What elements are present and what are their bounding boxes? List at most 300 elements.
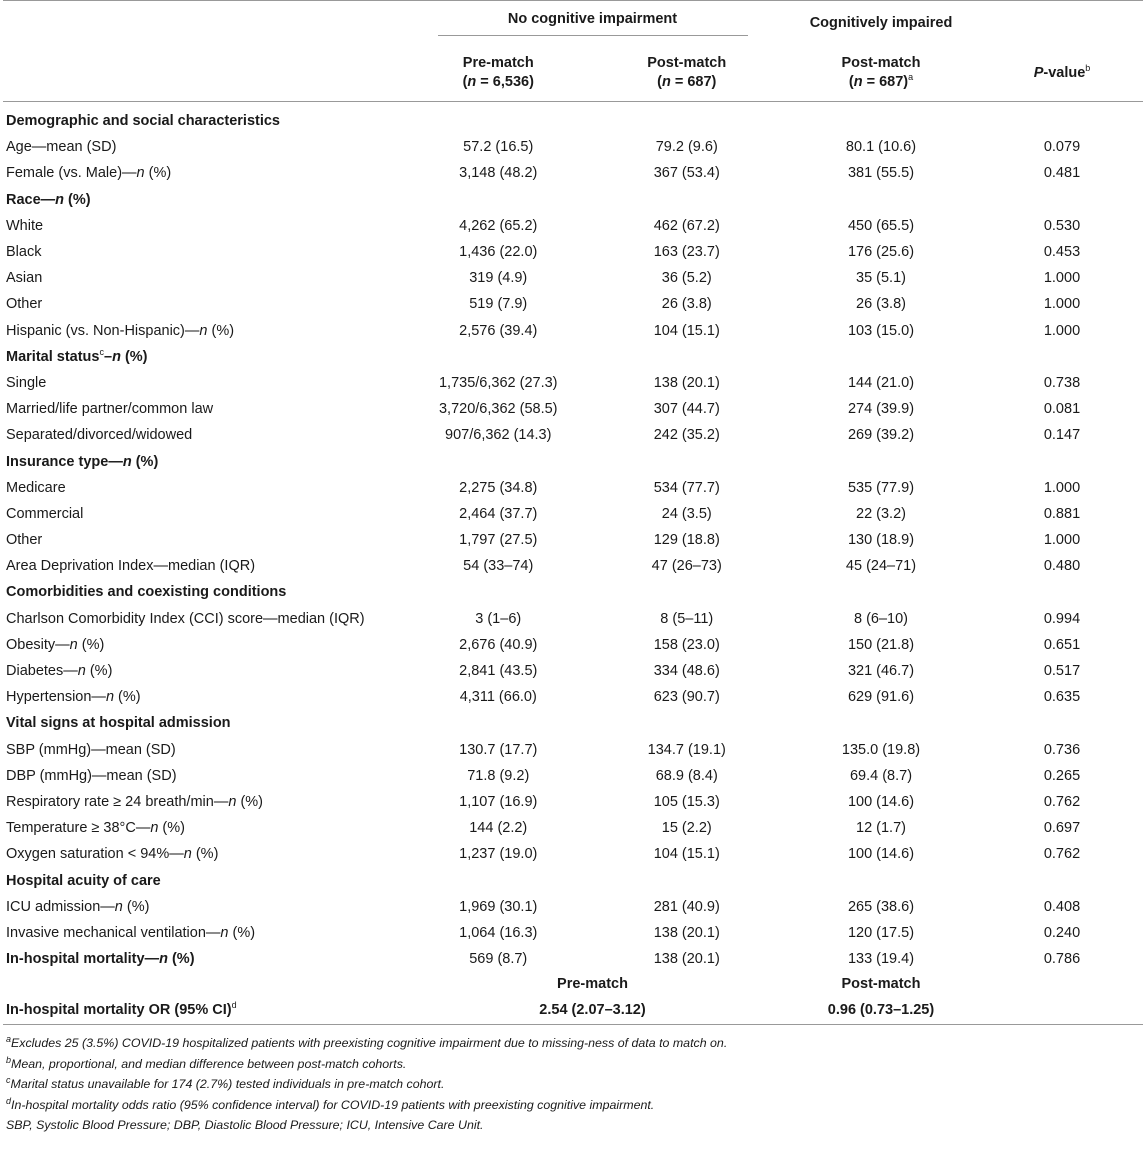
row-label <box>3 370 404 396</box>
value-cognitively-impaired: 45 (24–71) <box>845 558 917 575</box>
row-label-italic: n <box>150 820 159 837</box>
value-post-match: 534 (77.7) <box>653 479 720 496</box>
value-pre-match: 4,311 (66.0) <box>459 689 537 706</box>
table-row <box>3 370 1143 396</box>
row-label-text: Obesity— <box>6 636 70 653</box>
header-group-no-impairment <box>404 1 781 46</box>
value-cognitively-impaired: 629 (91.6) <box>847 689 915 706</box>
table-row <box>3 160 1143 186</box>
value-pre-match: 3,148 (48.2) <box>459 165 538 182</box>
value-pre-match: 1,969 (30.1) <box>459 898 538 915</box>
value-cognitively-impaired: 150 (21.8) <box>847 636 915 653</box>
value-cognitively-impaired <box>781 108 981 134</box>
value-p: 1.000 <box>1043 532 1081 549</box>
row-label <box>3 134 404 160</box>
value-cognitively-impaired: 176 (25.6) <box>847 244 915 261</box>
value-p: 0.517 <box>1043 663 1081 680</box>
value-pre-match <box>404 579 593 605</box>
table-row <box>3 553 1143 579</box>
section-row <box>3 946 1143 972</box>
row-label-text: Single <box>6 374 47 391</box>
row-label <box>3 658 404 684</box>
value-p: 0.736 <box>1043 741 1081 758</box>
value-post-match: 242 (35.2) <box>653 427 720 444</box>
value-p: 0.480 <box>1043 558 1081 575</box>
value-pre-match <box>404 448 593 474</box>
table-body <box>3 108 1143 972</box>
row-label-text: SBP (mmHg)—mean (SD) <box>6 741 176 758</box>
row-label <box>3 841 404 867</box>
row-label <box>3 920 404 946</box>
section-label <box>3 579 404 605</box>
section-row <box>3 579 1143 605</box>
value-pre-match: 1,107 (16.9) <box>459 793 538 810</box>
table-row <box>3 606 1143 632</box>
value-cognitively-impaired: 535 (77.9) <box>847 479 915 496</box>
section-row <box>3 710 1143 736</box>
section-label <box>3 946 404 972</box>
value-cognitively-impaired <box>781 710 981 736</box>
value-p <box>981 344 1143 370</box>
value-post-match: 68.9 (8.4) <box>655 767 718 784</box>
n-ci-sup: a <box>908 72 914 83</box>
value-p: 0.079 <box>1043 139 1081 156</box>
value-p: 0.481 <box>1043 165 1081 182</box>
group-no-label: No cognitive impairment <box>507 10 678 27</box>
value-p: 0.147 <box>1043 427 1081 444</box>
value-post-match: 104 (15.1) <box>653 322 720 339</box>
row-label-italic: n <box>122 453 132 470</box>
footnote <box>6 1095 1145 1116</box>
value-pre-match <box>404 344 593 370</box>
row-label <box>3 318 404 344</box>
row-label-text: Demographic and social characteristics <box>6 113 280 130</box>
or-header-row <box>3 972 1143 996</box>
value-post-match: 26 (3.8) <box>661 296 712 313</box>
value-pre-match <box>404 710 593 736</box>
value-pre-match: 319 (4.9) <box>469 270 528 287</box>
value-post-match <box>593 187 782 213</box>
value-pre-match: 519 (7.9) <box>469 296 528 313</box>
or-post-label: Post-match <box>841 976 921 993</box>
value-cognitively-impaired: 450 (65.5) <box>847 217 915 234</box>
value-pre-match: 2,576 (39.4) <box>459 322 538 339</box>
row-label-suffix: (%) <box>158 820 185 837</box>
value-post-match: 36 (5.2) <box>661 270 712 287</box>
col-ci-post-match-label: Post-match <box>841 55 921 71</box>
value-p <box>981 448 1143 474</box>
row-label <box>3 239 404 265</box>
row-label-suffix: (%) <box>236 793 264 810</box>
row-label-italic: n <box>55 191 65 208</box>
value-p: 1.000 <box>1043 270 1081 287</box>
value-pre-match: 2,464 (37.7) <box>459 505 538 522</box>
value-post-match: 367 (53.4) <box>653 165 720 182</box>
value-pre-match: 907/6,362 (14.3) <box>445 427 552 444</box>
row-label-text: Marital status <box>6 348 100 365</box>
or-pre-value: 2.54 (2.07–3.12) <box>539 1002 646 1019</box>
footnotes <box>6 1033 1145 1136</box>
value-p: 0.240 <box>1043 924 1081 941</box>
n-post: 687 <box>687 74 712 90</box>
row-label-italic: n <box>77 663 86 680</box>
value-cognitively-impaired: 80.1 (10.6) <box>845 139 917 156</box>
value-p: 0.081 <box>1043 401 1081 418</box>
value-post-match: 134.7 (19.1) <box>647 741 726 758</box>
value-post-match: 623 (90.7) <box>653 689 720 706</box>
value-p: 0.738 <box>1043 374 1081 391</box>
row-label-italic: n <box>199 322 208 339</box>
header-group-row <box>3 1 1143 46</box>
section-label <box>3 108 404 134</box>
row-label-text: Temperature ≥ 38°C— <box>6 820 151 837</box>
value-post-match: 334 (48.6) <box>653 663 720 680</box>
section-row <box>3 448 1143 474</box>
value-p: 0.651 <box>1043 636 1081 653</box>
value-post-match: 105 (15.3) <box>653 793 720 810</box>
row-label-text: White <box>6 217 44 234</box>
row-label-suffix: (%) <box>228 924 256 941</box>
value-cognitively-impaired <box>781 867 981 893</box>
row-label-italic: n <box>159 951 168 968</box>
value-post-match <box>593 710 782 736</box>
footnote-marker: d <box>6 1095 12 1106</box>
row-label-text: Charlson Comorbidity Index (CCI) score—median (IQR) <box>6 610 365 627</box>
value-p <box>981 579 1143 605</box>
row-label-italic: n <box>183 846 192 863</box>
value-cognitively-impaired: 269 (39.2) <box>847 427 915 444</box>
value-post-match: 104 (15.1) <box>653 846 720 863</box>
row-label-text: Hypertension— <box>6 689 106 706</box>
row-label <box>3 894 404 920</box>
value-post-match <box>593 344 782 370</box>
table-row <box>3 501 1143 527</box>
pvalue-label: -value <box>1043 64 1086 81</box>
row-label-text: Diabetes— <box>6 663 78 680</box>
value-pre-match: 54 (33–74) <box>463 558 534 575</box>
value-cognitively-impaired: 133 (19.4) <box>847 951 915 968</box>
row-label <box>3 160 404 186</box>
col-pre-match: Pre-match (n = 6,536) <box>462 55 534 90</box>
value-p: 0.786 <box>1043 951 1081 968</box>
section-label <box>3 187 404 213</box>
value-p <box>981 710 1143 736</box>
row-label <box>3 422 404 448</box>
value-cognitively-impaired <box>781 579 981 605</box>
value-cognitively-impaired: 100 (14.6) <box>847 846 915 863</box>
row-label-text: Race— <box>6 191 56 208</box>
value-post-match <box>593 448 782 474</box>
value-pre-match: 2,676 (40.9) <box>459 636 538 653</box>
value-post-match: 129 (18.8) <box>653 532 720 549</box>
table-row <box>3 291 1143 317</box>
row-label-text: Comorbidities and coexisting conditions <box>6 584 287 601</box>
value-pre-match <box>404 108 593 134</box>
or-row-label <box>3 996 404 1025</box>
row-label <box>3 501 404 527</box>
row-label-text: ICU admission— <box>6 898 115 915</box>
value-cognitively-impaired: 35 (5.1) <box>856 270 906 287</box>
row-label-text: DBP (mmHg)—mean (SD) <box>6 767 177 784</box>
value-p: 0.762 <box>1043 793 1081 810</box>
value-p <box>981 867 1143 893</box>
value-pre-match: 2,841 (43.5) <box>459 663 538 680</box>
table-row <box>3 894 1143 920</box>
table-row <box>3 841 1143 867</box>
value-p: 0.994 <box>1043 610 1081 627</box>
section-row <box>3 108 1143 134</box>
row-label-text: Hispanic (vs. Non-Hispanic)— <box>6 322 200 339</box>
row-label <box>3 553 404 579</box>
table-row <box>3 658 1143 684</box>
footnote <box>6 1115 1145 1136</box>
row-label-text: Invasive mechanical ventilation— <box>6 924 221 941</box>
row-label-text: Oxygen saturation < 94%— <box>6 846 184 863</box>
section-row <box>3 344 1143 370</box>
footnote-marker: b <box>6 1054 12 1065</box>
row-label <box>3 265 404 291</box>
table-row <box>3 632 1143 658</box>
value-cognitively-impaired: 265 (38.6) <box>847 898 915 915</box>
col-ci-post-match: Post-match (n = 687)$^a$ <box>841 55 921 90</box>
value-post-match: 15 (2.2) <box>661 820 712 837</box>
row-label-suffix: (%) <box>122 898 150 915</box>
table-row <box>3 422 1143 448</box>
value-post-match: 138 (20.1) <box>653 924 720 941</box>
value-pre-match: 569 (8.7) <box>469 951 528 968</box>
row-label <box>3 632 404 658</box>
value-p <box>981 108 1143 134</box>
or-pre-label: Pre-match <box>557 976 628 993</box>
footnote-text: In-hospital mortality odds ratio (95% confidence interval) for COVID-19 patients with preexisting cognitive impairment. <box>11 1097 655 1112</box>
or-row <box>3 996 1143 1025</box>
footnote-text: Mean, proportional, and median difference between post-match cohorts. <box>11 1056 407 1071</box>
value-pre-match: 71.8 (9.2) <box>467 767 530 784</box>
table-row <box>3 737 1143 763</box>
value-cognitively-impaired: 321 (46.7) <box>847 663 915 680</box>
row-label-text: Separated/divorced/widowed <box>6 427 193 444</box>
value-post-match: 138 (20.1) <box>653 374 720 391</box>
value-cognitively-impaired: 120 (17.5) <box>847 924 915 941</box>
value-post-match <box>593 108 782 134</box>
row-label-text: Age—mean (SD) <box>6 139 117 156</box>
row-label <box>3 396 404 422</box>
n-pre: 6,536 <box>492 74 530 90</box>
row-label-italic: n <box>114 898 123 915</box>
value-p: 0.453 <box>1043 244 1081 261</box>
or-label-text: In-hospital mortality OR (95% CI) <box>6 1002 232 1019</box>
row-label-text: Area Deprivation Index—median (IQR) <box>6 558 256 575</box>
col-pvalue: P-value$^b$ <box>1033 62 1091 81</box>
n-ci: 687 <box>879 74 904 90</box>
group-ci-label: Cognitively impaired <box>809 15 953 31</box>
table-row <box>3 684 1143 710</box>
row-label-italic: n <box>136 165 145 182</box>
value-cognitively-impaired <box>781 448 981 474</box>
value-cognitively-impaired: 144 (21.0) <box>847 374 915 391</box>
row-label <box>3 737 404 763</box>
value-p: 0.408 <box>1043 898 1081 915</box>
value-pre-match: 130.7 (17.7) <box>459 741 538 758</box>
section-label <box>3 448 404 474</box>
value-post-match: 163 (23.7) <box>653 244 720 261</box>
value-pre-match <box>404 867 593 893</box>
table-row <box>3 134 1143 160</box>
value-post-match: 79.2 (9.6) <box>655 139 718 156</box>
value-post-match <box>593 579 782 605</box>
value-pre-match <box>404 187 593 213</box>
table-row <box>3 763 1143 789</box>
row-label-text: Married/life partner/common law <box>6 401 214 418</box>
value-cognitively-impaired: 130 (18.9) <box>847 532 915 549</box>
value-p: 0.881 <box>1043 505 1081 522</box>
value-pre-match: 4,262 (65.2) <box>459 217 538 234</box>
footnote-marker: a <box>6 1034 12 1045</box>
row-label-text: Asian <box>6 270 43 287</box>
value-post-match: 138 (20.1) <box>653 951 720 968</box>
value-cognitively-impaired: 135.0 (19.8) <box>841 741 921 758</box>
value-pre-match: 3 (1–6) <box>475 610 522 627</box>
row-label-text: Medicare <box>6 479 66 496</box>
value-post-match: 8 (5–11) <box>660 610 714 627</box>
or-label-sup: d <box>231 1000 237 1011</box>
value-cognitively-impaired: 22 (3.2) <box>856 505 906 522</box>
row-label <box>3 527 404 553</box>
row-label-text: Hospital acuity of care <box>6 872 161 889</box>
row-label-suffix: (%) <box>207 322 235 339</box>
row-label-text: Other <box>6 532 43 549</box>
baseline-characteristics-table <box>3 0 1143 1025</box>
row-label-dash: – <box>103 348 113 365</box>
value-cognitively-impaired <box>781 187 981 213</box>
row-label-suffix: (%) <box>114 689 141 706</box>
value-pre-match: 1,064 (16.3) <box>459 924 538 941</box>
row-label <box>3 684 404 710</box>
value-post-match: 307 (44.7) <box>653 401 720 418</box>
value-cognitively-impaired: 103 (15.0) <box>847 322 915 339</box>
row-label-text: Commercial <box>6 505 84 522</box>
value-p: 1.000 <box>1043 322 1081 339</box>
row-label <box>3 475 404 501</box>
table-row <box>3 213 1143 239</box>
table-row <box>3 239 1143 265</box>
table-row <box>3 396 1143 422</box>
row-label-suffix: (%) <box>131 453 159 470</box>
value-pre-match: 1,797 (27.5) <box>459 532 538 549</box>
row-label-suffix: (%) <box>191 846 219 863</box>
row-label-suffix: (%) <box>144 165 172 182</box>
section-label <box>3 710 404 736</box>
footnote-marker: c <box>6 1075 11 1086</box>
value-pre-match: 1,436 (22.0) <box>459 244 538 261</box>
value-cognitively-impaired: 26 (3.8) <box>856 296 906 313</box>
value-post-match: 281 (40.9) <box>653 898 720 915</box>
row-label-text: In-hospital mortality— <box>6 951 160 968</box>
section-row <box>3 867 1143 893</box>
col-post-match: Post-match (n = 687) <box>647 55 727 90</box>
row-label-suffix: (%) <box>120 348 148 365</box>
footnote <box>6 1033 1145 1054</box>
row-label-suffix: (%) <box>85 663 113 680</box>
row-label <box>3 763 404 789</box>
value-p: 1.000 <box>1043 296 1081 313</box>
header-column-row <box>3 45 1143 102</box>
table-row <box>3 815 1143 841</box>
value-pre-match: 144 (2.2) <box>469 820 528 837</box>
value-cognitively-impaired: 8 (6–10) <box>853 610 908 627</box>
value-p: 0.697 <box>1043 820 1081 837</box>
value-cognitively-impaired: 69.4 (8.7) <box>849 767 913 784</box>
row-label-text: Respiratory rate ≥ 24 breath/min— <box>6 793 229 810</box>
row-label-italic: n <box>228 793 237 810</box>
footnote-text: Excludes 25 (3.5%) COVID-19 hospitalized patients with preexisting cognitive impairment due to missing-ness of data to match on. <box>11 1036 728 1051</box>
value-cognitively-impaired: 381 (55.5) <box>847 165 915 182</box>
value-post-match: 47 (26–73) <box>651 558 722 575</box>
row-label-italic: n <box>105 689 115 706</box>
value-p: 0.635 <box>1043 689 1081 706</box>
table-row <box>3 920 1143 946</box>
section-row <box>3 187 1143 213</box>
table-row <box>3 318 1143 344</box>
row-label-text: Vital signs at hospital admission <box>6 715 231 732</box>
value-post-match: 24 (3.5) <box>661 505 712 522</box>
value-cognitively-impaired: 12 (1.7) <box>856 820 906 837</box>
row-label-text: Other <box>6 296 43 313</box>
row-label-text: Female (vs. Male)— <box>6 165 137 182</box>
footnote <box>6 1074 1145 1095</box>
footnote <box>6 1054 1145 1075</box>
row-label <box>3 606 404 632</box>
table-row <box>3 475 1143 501</box>
value-pre-match: 2,275 (34.8) <box>459 479 538 496</box>
table-row <box>3 527 1143 553</box>
section-label <box>3 344 404 370</box>
value-p: 0.530 <box>1043 217 1081 234</box>
value-pre-match: 1,735/6,362 (27.3) <box>438 374 558 391</box>
value-p: 0.265 <box>1043 767 1081 784</box>
col-pre-match-label: Pre-match <box>462 55 534 71</box>
row-label-text: Black <box>6 244 42 261</box>
row-label-italic: n <box>112 348 121 365</box>
value-pre-match: 57.2 (16.5) <box>463 139 534 156</box>
row-label-italic: n <box>69 636 78 653</box>
footnote-text: SBP, Systolic Blood Pressure; DBP, Diastolic Blood Pressure; ICU, Intensive Care Unit. <box>6 1118 484 1133</box>
value-cognitively-impaired <box>781 344 981 370</box>
value-p: 0.762 <box>1043 846 1081 863</box>
value-post-match <box>593 867 782 893</box>
row-label <box>3 815 404 841</box>
col-post-match-label: Post-match <box>647 55 727 71</box>
value-pre-match: 3,720/6,362 (58.5) <box>438 401 558 418</box>
value-cognitively-impaired: 274 (39.9) <box>847 401 915 418</box>
row-label-sup: c <box>99 346 104 357</box>
row-label-text: Insurance type— <box>6 453 123 470</box>
row-label-suffix: (%) <box>167 951 195 968</box>
value-pre-match: 1,237 (19.0) <box>459 846 538 863</box>
row-label-italic: n <box>220 924 229 941</box>
pvalue-sup: b <box>1085 62 1091 73</box>
header-group-impaired <box>781 1 981 46</box>
row-label <box>3 291 404 317</box>
value-p <box>981 187 1143 213</box>
table-row <box>3 789 1143 815</box>
table-row <box>3 265 1143 291</box>
value-cognitively-impaired: 100 (14.6) <box>847 793 915 810</box>
value-post-match: 462 (67.2) <box>653 217 720 234</box>
footnote-text: Marital status unavailable for 174 (2.7%) tested individuals in pre-match cohort. <box>10 1077 445 1092</box>
value-p: 1.000 <box>1043 479 1081 496</box>
section-label <box>3 867 404 893</box>
